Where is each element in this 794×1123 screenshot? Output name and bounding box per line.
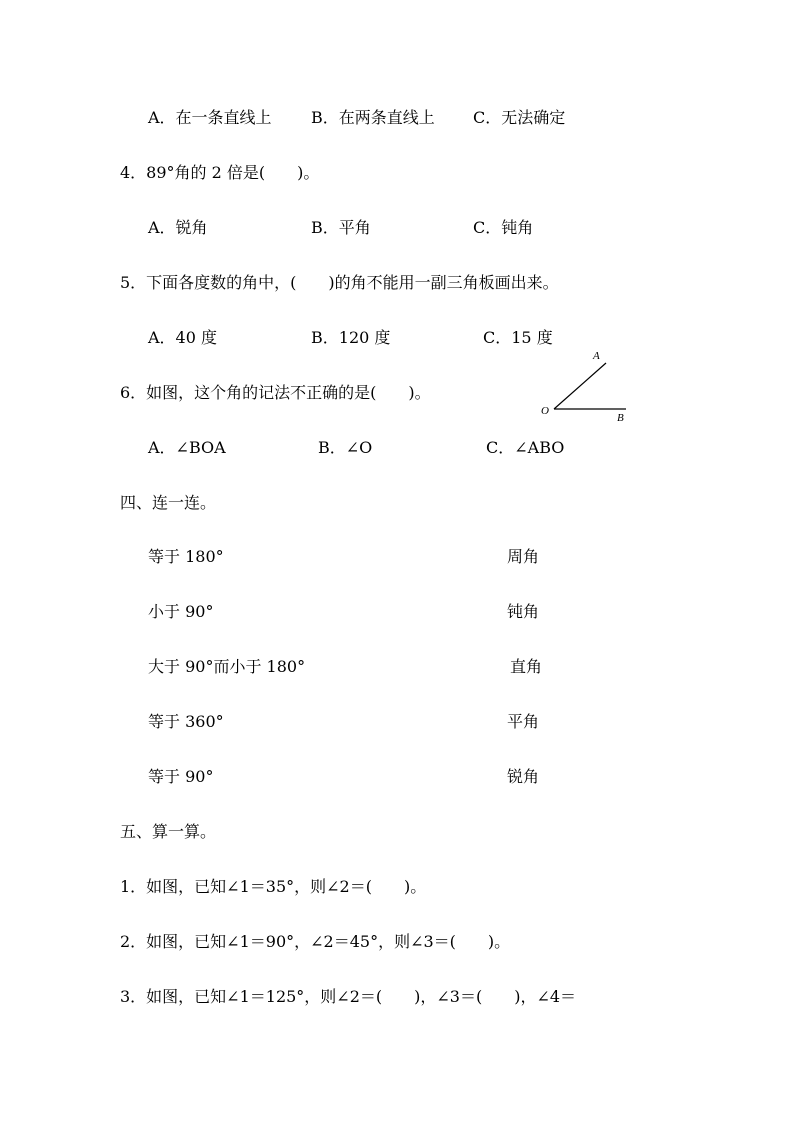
section5-q1: 1．如图，已知∠1＝35°，则∠2＝( )。 [120, 877, 427, 896]
label-a: A [593, 350, 600, 362]
match-right-item: 直角 [510, 657, 543, 676]
q6-option-a: A．∠BOA [148, 438, 226, 457]
q6-option-b: B．∠O [318, 438, 373, 457]
q4-option-a: A．锐角 [148, 218, 208, 237]
match-left-item: 等于 90° [148, 767, 214, 786]
match-right-item: 锐角 [507, 767, 540, 786]
q5-option-a: A．40 度 [148, 328, 218, 347]
q4-question: 4．89°角的 2 倍是( )。 [120, 163, 320, 182]
match-right-item: 周角 [507, 547, 540, 566]
match-left-item: 等于 360° [148, 712, 224, 731]
section4-title: 四、连一连。 [120, 493, 217, 512]
q6-option-c: C．∠ABO [486, 438, 565, 457]
q4-option-c: C．钝角 [473, 218, 534, 237]
match-left-item: 等于 180° [148, 547, 224, 566]
label-b: B [617, 412, 624, 424]
q5-option-b: B．120 度 [311, 328, 391, 347]
section5-q2: 2．如图，已知∠1＝90°，∠2＝45°，则∠3＝( )。 [120, 932, 511, 951]
match-right-item: 平角 [507, 712, 540, 731]
section5-q3: 3．如图，已知∠1＝125°，则∠2＝( )，∠3＝( )，∠4＝ [120, 987, 577, 1006]
q5-question: 5．下面各度数的角中，( )的角不能用一副三角板画出来。 [120, 273, 559, 292]
q4-option-b: B．平角 [311, 218, 371, 237]
section5-title: 五、算一算。 [120, 822, 217, 841]
q6-question: 6．如图，这个角的记法不正确的是( )。 [120, 383, 431, 402]
q3-option-b: B．在两条直线上 [311, 108, 435, 127]
q3-option-c: C．无法确定 [473, 108, 566, 127]
angle-figure [538, 344, 638, 428]
match-right-item: 钝角 [507, 602, 540, 621]
q5-option-c: C．15 度 [483, 328, 553, 347]
match-left-item: 大于 90°而小于 180° [148, 657, 306, 676]
match-left-item: 小于 90° [148, 602, 214, 621]
label-o: O [541, 405, 549, 417]
q3-option-a: A．在一条直线上 [148, 108, 272, 127]
ray-oa [554, 363, 606, 409]
